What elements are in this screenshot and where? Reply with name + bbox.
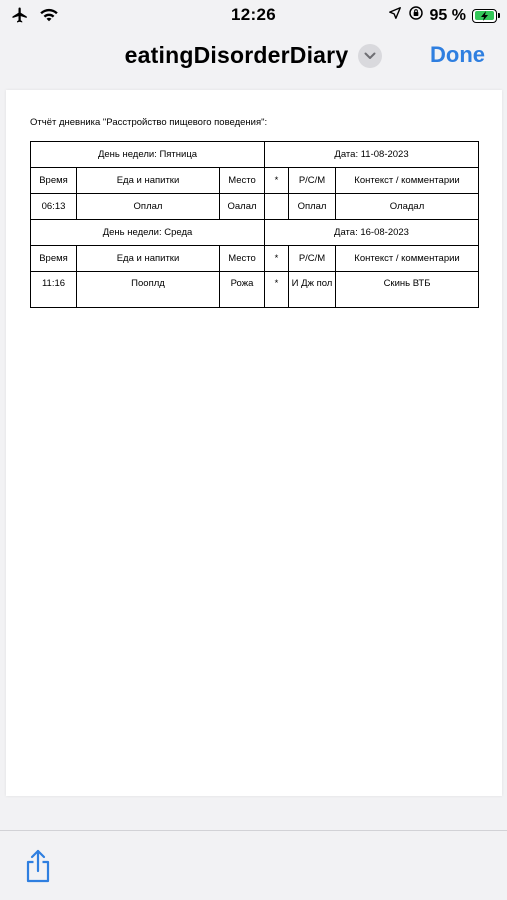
day-header-row — [31, 220, 479, 246]
col-header-context: Контекст / комментарии — [336, 246, 479, 272]
cell-context: Скинь ВТБ — [336, 272, 479, 308]
col-header-food: Еда и напитки — [77, 168, 220, 194]
done-button[interactable]: Done — [430, 42, 485, 67]
col-header-context: Контекст / комментарии — [336, 168, 479, 194]
cell-food: Оплал — [77, 194, 220, 220]
col-header-food: Еда и напитки — [77, 246, 220, 272]
table-row — [31, 272, 479, 308]
battery-nub — [498, 13, 500, 18]
day-header-row — [31, 142, 479, 168]
cell-time: 11:16 — [31, 272, 77, 308]
chevron-down-icon[interactable] — [358, 44, 382, 68]
date-cell: Дата: 11-08-2023 — [265, 142, 479, 168]
bottom-toolbar — [0, 830, 507, 900]
cell-food: Пооплд — [77, 272, 220, 308]
status-time: 12:26 — [231, 5, 276, 24]
col-header-time: Время — [31, 168, 77, 194]
col-header-rsm: Р/С/М — [289, 246, 336, 272]
document-preview[interactable] — [0, 84, 507, 830]
column-header-row — [31, 246, 479, 272]
cell-rsm: И Дж пол — [289, 272, 336, 308]
col-header-star: * — [265, 246, 289, 272]
date-cell: Дата: 16-08-2023 — [265, 220, 479, 246]
cell-star: * — [265, 272, 289, 308]
col-header-rsm: Р/С/М — [289, 168, 336, 194]
location-arrow-icon — [388, 6, 402, 25]
cell-time: 06:13 — [31, 194, 77, 220]
share-button[interactable] — [24, 849, 52, 888]
status-bar — [0, 0, 507, 32]
column-header-row — [31, 168, 479, 194]
orientation-lock-icon — [408, 5, 424, 26]
document-heading: Отчёт дневника "Расстройство пищевого поведения": — [30, 117, 268, 128]
diary-report-table — [30, 141, 479, 308]
col-header-time: Время — [31, 246, 77, 272]
cell-context: Оладал — [336, 194, 479, 220]
col-header-star: * — [265, 168, 289, 194]
cell-star — [265, 194, 289, 220]
battery-percent: 95 % — [429, 6, 466, 24]
weekday-cell: День недели: Среда — [31, 220, 265, 246]
share-icon — [24, 870, 52, 887]
nav-bar — [0, 32, 507, 84]
battery-icon — [472, 9, 497, 23]
cell-place: Оалал — [220, 194, 265, 220]
status-right — [388, 5, 497, 26]
col-header-place: Место — [220, 168, 265, 194]
col-header-place: Место — [220, 246, 265, 272]
cell-rsm: Оплал — [289, 194, 336, 220]
document-page — [6, 90, 502, 796]
table-row — [31, 194, 479, 220]
weekday-cell: День недели: Пятница — [31, 142, 265, 168]
nav-title: eatingDisorderDiary — [124, 42, 349, 68]
cell-place: Рожа — [220, 272, 265, 308]
